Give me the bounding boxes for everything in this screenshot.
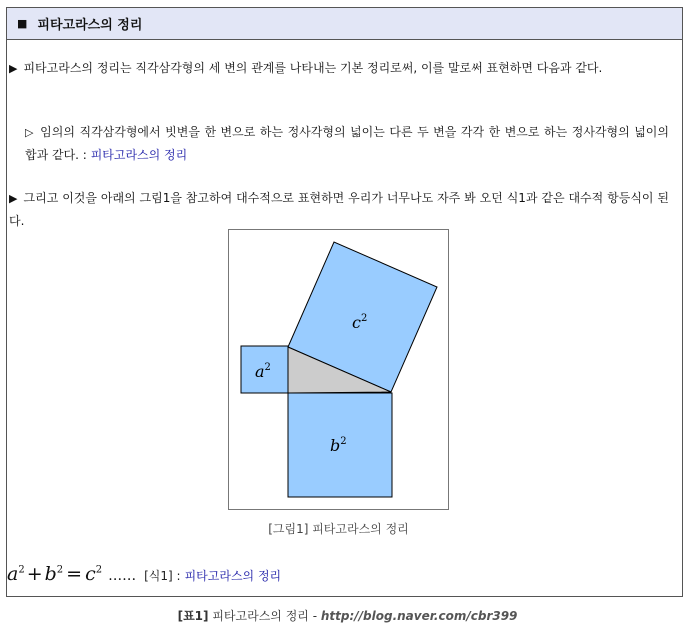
pythagoras-diagram [229, 230, 448, 509]
figure-caption: [그림1] 피타고라스의 정리 [268, 522, 409, 536]
pythagoras-equation: $a^2 + b^2 = c^2$ [7, 563, 103, 585]
label-b: $b^2$ [330, 436, 347, 455]
triangle-bullet-icon: ▶ [9, 62, 18, 75]
hollow-triangle-bullet-icon: ▷ [25, 126, 35, 139]
page-title: 피타고라스의 정리 [37, 18, 143, 33]
formula-line [7, 563, 281, 585]
table-label: [표1] [177, 609, 209, 623]
table-title: 피타고라스의 정리 - [212, 609, 318, 623]
paragraph-definition-text: 임의의 직각삼각형에서 빗변을 한 변으로 하는 정사각형의 넓이는 다른 두 변을 각각 한 변으로 하는 정사각형의 넓이의 합과 같다. : [25, 125, 669, 162]
label-a: $a^2$ [255, 362, 271, 381]
triangle-bullet-icon: ▶ [9, 192, 18, 205]
table-caption [0, 607, 695, 624]
formula-link[interactable]: 피타고라스의 정리 [184, 569, 282, 583]
formula-label: [식1] : [144, 569, 181, 583]
paragraph-algebraic-text: 그리고 이것을 아래의 그림1을 참고하여 대수적으로 표현하면 우리가 너무나도 자주 봐 오던 식1과 같은 대수적 항등식이 된다. [9, 191, 669, 228]
paragraph-definition [25, 121, 669, 167]
paragraph-intro-text: 피타고라스의 정리는 직각삼각형의 세 변의 관계를 나타내는 기본 정리로써, 이를 말로써 표현하면 다음과 같다. [23, 61, 603, 75]
label-c: $c^2$ [352, 313, 368, 332]
title-bar [7, 8, 682, 40]
square-bullet-icon: ■ [17, 17, 28, 30]
source-url[interactable]: http://blog.naver.com/cbr399 [320, 609, 518, 623]
formula-dots: …… [108, 568, 137, 584]
paragraph-algebraic [9, 187, 669, 233]
pythagoras-link[interactable]: 피타고라스의 정리 [90, 148, 188, 162]
figure-box [228, 229, 449, 510]
paragraph-intro [9, 57, 669, 80]
